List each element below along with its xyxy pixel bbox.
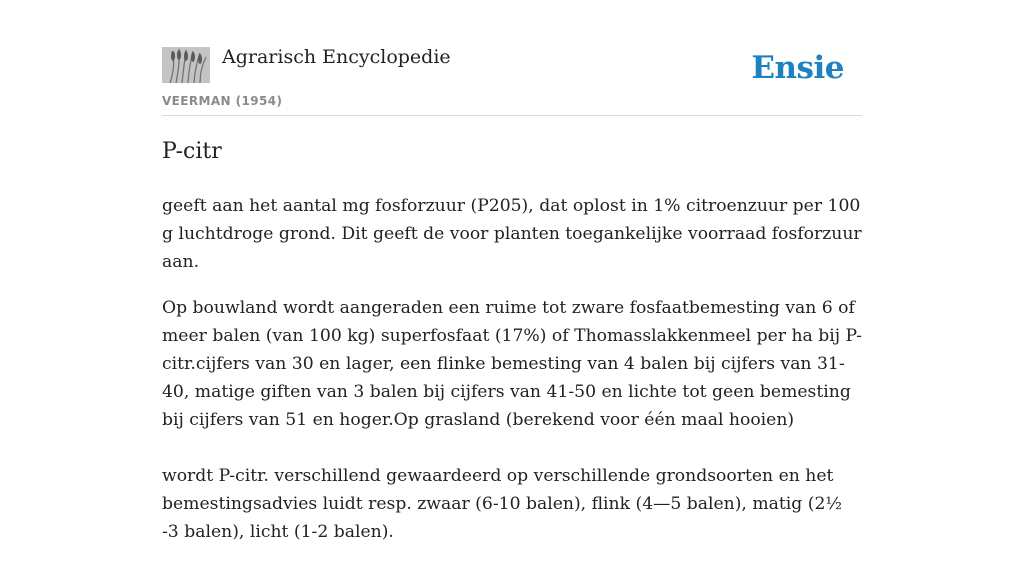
paragraph: geeft aan het aantal mg fosforzuur (P205), dat oplost in 1% citroenzuur per 100 g luchtdroge grond. Dit geeft de voor planten toegankelijke voorraad fosforzuur aan. [162,196,862,272]
page-header [162,0,862,116]
author-byline: VEERMAN (1954) [162,94,283,108]
paragraph: Op bouwland wordt aangeraden een ruime tot zware fosfaatbemesting van 6 of meer balen (van 100 kg) superfosfaat (17%) of Thomasslakkenmeel per ha bij P-citr.cijfers van 30 en lager, een flinke bemesting van 4 balen bij cijfers van 31-40, matige giften van 3 balen bij cijfers van 41-50 en lichte tot geen bemesting bij cijfers van 51 en hoger.Op grasland (berekend voor één maal hooien) [162,298,862,430]
article-title: P-citr [162,139,222,164]
article-body [162,192,862,564]
wheat-ears-logo-icon[interactable] [162,47,210,83]
paragraph: wordt P-citr. verschillend gewaardeerd op verschillende grondsoorten en het bemestingsadvies luidt resp. zwaar (6-10 balen), flink (4—5 balen), matig (2½ -3 balen), licht (1-2 balen). [162,466,843,542]
source-name[interactable]: Agrarisch Encyclopedie [222,46,451,68]
brand-logo[interactable]: Ensie [751,50,844,86]
article-page [162,0,862,542]
